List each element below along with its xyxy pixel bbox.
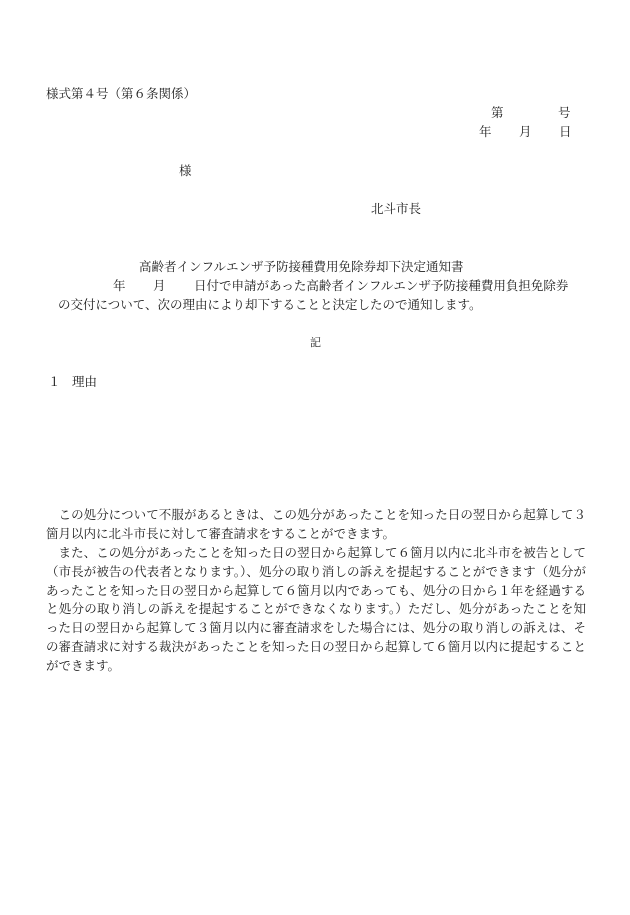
issue-date-month: 月 (519, 124, 532, 139)
addressee-honorific: 様 (179, 163, 192, 178)
intro-line-1: 日付で申請があった高齢者インフルエンザ予防接種費用負担免除券 (194, 278, 569, 293)
intro-line-2: の交付について、次の理由により却下することと決定したので通知します。 (58, 297, 482, 312)
document-title: 高齢者インフルエンザ予防接種費用免除券却下決定通知書 (139, 259, 464, 274)
ki-heading: 記 (310, 336, 321, 349)
appeal-notice-paragraph-2: また、この処分があったことを知った日の翌日から起算して６箇月以内に北斗市を被告として（市長が被告の代表者となります。）、処分の取り消しの訴えを提起することができます（処分があったことを知った日の翌日から起算して６箇月以内であっても、処分の日から１年を経過すると処分の取り消しの訴えを提起することができなくなります。）ただし、処分があったことを知った日の翌日から起算して３箇月以内に審査請求をした場合には、処分の取り消しの訴えは、その審査請求に対する裁決があったことを知った日の翌日から起算して６箇月以内に提起することができます。 (46, 545, 586, 673)
issue-date-year: 年 (479, 124, 492, 139)
reason-label: 理由 (72, 374, 98, 389)
reason-number: １ (48, 374, 61, 389)
form-number: 様式第４号（第６条関係） (46, 86, 197, 101)
issue-date-day: 日 (559, 124, 572, 139)
document-number-prefix: 第 (491, 105, 504, 120)
appeal-notice-paragraph-1: この処分について不服があるときは、この処分があったことを知った日の翌日から起算して３箇月以内に北斗市長に対して審査請求をすることができます。 (46, 507, 586, 541)
issuer-name: 北斗市長 (371, 201, 422, 216)
intro-month: 月 (153, 278, 166, 293)
document-number-suffix: 号 (558, 105, 571, 120)
intro-year: 年 (113, 278, 126, 293)
